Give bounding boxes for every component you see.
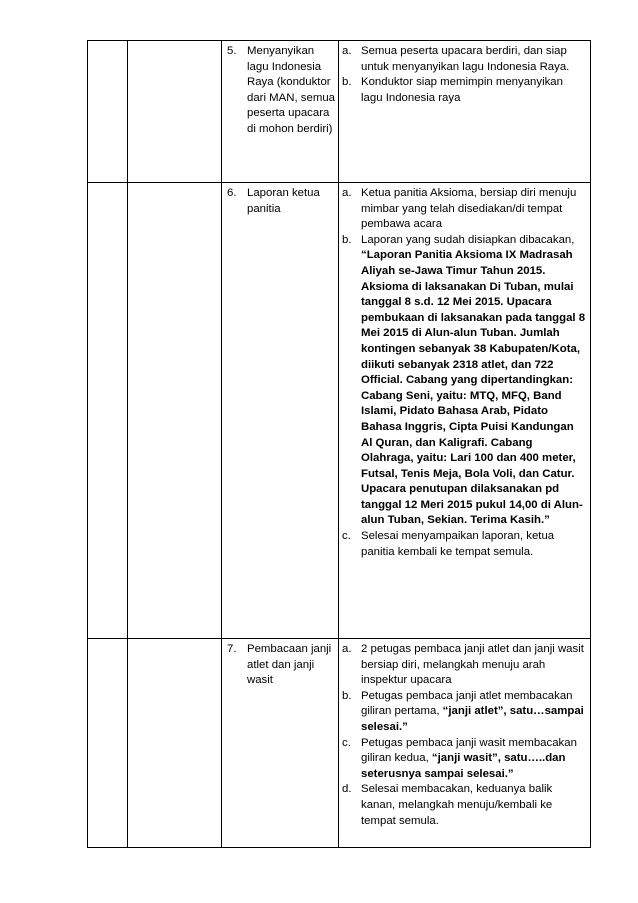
item-text: Laporan yang sudah disiapkan dibacakan, “Laporan Panitia Aksioma IX Madrasah Aliyah se-Jawa Timur Tahun 2015. Aksioma di laksanakan Di Tuban, mulai tanggal 8 s.d. 12 Mei 2015. Upacara pembukaan di laksanakan pada tanggal 8 Mei 2015 di Alun-alun Tuban. Jumlah kontingen sebanyak 38 Kabupaten/Kota, diikuti sebanyak 2318 atlet, dan 722 Official. Cabang yang dipertandingkan: Cabang Seni, yaitu: MTQ, MFQ, Band Islami, Pidato Bahasa Arab, Pidato Bahasa Inggris, Cipta Puisi Kandungan Al Quran, dan Kaligrafi. Cabang Olahraga, yaitu: Lari 100 dan 400 meter, Futsal, Tenis Meja, Bola Voli, dan Catur. Upacara penutupan dilaksanakan pd tanggal 12 Meri 2015 pukul 14,00 di Alun-alun Tuban, Sekian. Terima Kasih.” — [361, 233, 586, 527]
item-text: Ketua panitia Aksioma, bersiap diri menuju mimbar yang telah disediakan/di tempat pembawa acara — [361, 187, 577, 231]
step-cell — [222, 41, 339, 183]
step-title: Pembacaan janji atlet dan janji wasit — [247, 643, 332, 687]
list-item — [342, 529, 587, 560]
list-item — [342, 642, 587, 689]
item-letter: b. — [342, 689, 352, 702]
item-text: Selesai membacakan, keduanya balik kanan, melangkah menuju/kembali ke tempat semula. — [361, 783, 553, 827]
empty-cell — [128, 183, 222, 639]
ceremony-table — [87, 40, 591, 848]
item-text: Konduktor siap memimpin menyanyikan lagu Indonesia raya — [361, 76, 563, 104]
empty-cell — [128, 41, 222, 183]
item-letter: c. — [342, 736, 351, 749]
report-quote: “Laporan Panitia Aksioma IX Madrasah Aliyah se-Jawa Timur Tahun 2015. Aksioma di laksanakan Di Tuban, mulai tanggal 8 s.d. 12 Mei 2015. Upacara pembukaan di laksanakan pada tanggal 8 Mei 2015 di Alun-alun Tuban. Jumlah kontingen sebanyak 38 Kabupaten/Kota, diikuti sebanyak 2318 atlet, dan 722 Official. Cabang yang dipertandingkan: Cabang Seni, yaitu: MTQ, MFQ, Band Islami, Pidato Bahasa Arab, Pidato Bahasa Inggris, Cipta Puisi Kandungan Al Quran, dan Kaligrafi. Cabang Olahraga, yaitu: Lari 100 dan 400 meter, Futsal, Tenis Meja, Bola Voli, dan Catur. Upacara penutupan dilaksanakan pd tanggal 12 Meri 2015 pukul 14,00 di Alun-alun Tuban, Sekian. Terima Kasih.” — [361, 249, 586, 527]
step-title: Menyanyikan lagu Indonesia Raya (konduktor dari MAN, semua peserta upacara di mohon berdiri) — [247, 45, 335, 135]
item-letter: a. — [342, 187, 352, 199]
oath-quote: “janji atlet”, satu…sampai selesai.” — [361, 705, 584, 733]
detail-cell — [339, 183, 591, 639]
item-letter: b. — [342, 233, 352, 246]
table-row — [88, 183, 591, 639]
empty-cell — [88, 41, 128, 183]
item-letter: c. — [342, 530, 351, 543]
empty-cell — [128, 639, 222, 848]
item-text: Petugas pembaca janji wasit membacakan giliran kedua, “janji wasit”, satu…..dan seterusnya sampai selesai.” — [361, 736, 577, 780]
empty-cell — [88, 183, 128, 639]
step-number: 5. — [227, 45, 237, 57]
item-text: Semua peserta upacara berdiri, dan siap untuk menyanyikan lagu Indonesia Raya. — [361, 45, 570, 73]
list-item — [342, 689, 587, 736]
step-cell — [222, 639, 339, 848]
item-letter: b. — [342, 76, 352, 89]
list-item — [342, 186, 587, 233]
list-item — [342, 782, 587, 829]
list-item — [342, 233, 587, 529]
detail-cell — [339, 639, 591, 848]
item-text: Petugas pembaca janji atlet membacakan giliran pertama, “janji atlet”, satu…sampai selesai.” — [361, 689, 584, 733]
list-item — [342, 736, 587, 783]
detail-cell — [339, 41, 591, 183]
item-text: 2 petugas pembaca janji atlet dan janji wasit bersiap diri, melangkah menuju arah inspektur upacara — [361, 643, 584, 687]
list-item — [342, 75, 587, 106]
item-letter: d. — [342, 783, 352, 796]
step-cell — [222, 183, 339, 639]
step-title: Laporan ketua panitia — [247, 187, 320, 215]
step-number: 6. — [227, 187, 237, 199]
item-text: Selesai menyampaikan laporan, ketua panitia kembali ke tempat semula. — [361, 530, 555, 558]
table-row — [88, 41, 591, 183]
empty-cell — [88, 639, 128, 848]
table-row — [88, 639, 591, 848]
item-letter: a. — [342, 45, 352, 57]
item-letter: a. — [342, 643, 352, 655]
step-number: 7. — [227, 643, 237, 655]
oath-quote: “janji wasit”, satu…..dan seterusnya sampai selesai.” — [361, 752, 566, 780]
list-item — [342, 44, 587, 75]
